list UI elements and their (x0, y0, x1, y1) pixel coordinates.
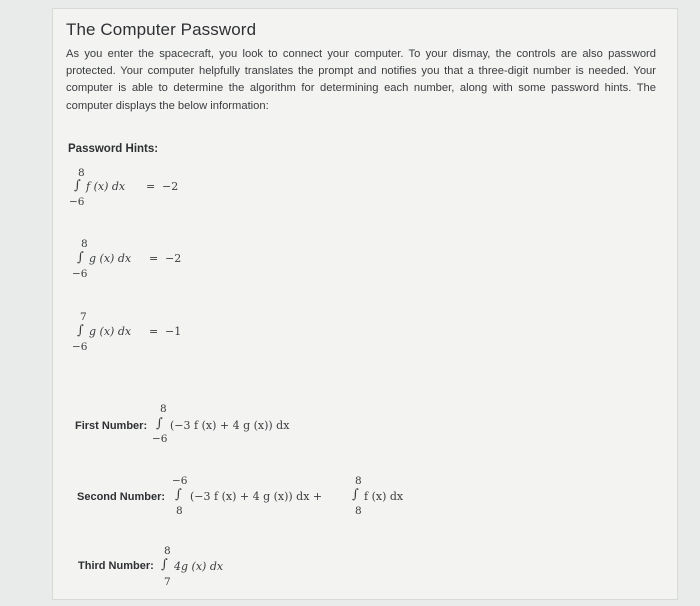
integral-icon: ∫ (175, 487, 182, 502)
integral-icon: ∫ (77, 250, 84, 265)
hint-2-equals: = (149, 252, 159, 265)
third-number-label: Third Number: (78, 560, 154, 572)
integral-icon: ∫ (77, 323, 84, 338)
hint-3-upper: 7 (80, 311, 87, 323)
second-number-lower2: 8 (355, 505, 362, 517)
hint-3-result: −1 (165, 325, 182, 338)
second-number-upper: −6 (172, 475, 188, 487)
hint-1-upper: 8 (78, 167, 85, 179)
integral-icon: ∫ (74, 178, 81, 193)
integral-icon: ∫ (161, 557, 168, 572)
first-number-lower: −6 (152, 433, 168, 445)
hint-2-lower: −6 (72, 268, 88, 280)
integral-icon: ∫ (156, 416, 163, 431)
hint-3-lower: −6 (72, 341, 88, 353)
hint-2-result: −2 (165, 252, 182, 265)
hint-2-upper: 8 (81, 238, 88, 250)
first-number-expr: (−3 f (x) + 4 g (x)) dx (170, 419, 290, 432)
third-number-expr: 4g (x) dx (174, 560, 224, 573)
second-number-lower: 8 (176, 505, 183, 517)
hint-1-integrand: f (x) dx (86, 180, 126, 193)
hint-1-equals: = (146, 180, 156, 193)
integral-icon: ∫ (352, 487, 359, 502)
first-number-upper: 8 (160, 403, 167, 415)
second-number-expr: (−3 f (x) + 4 g (x)) dx + (190, 490, 323, 503)
hint-1-lower: −6 (69, 196, 85, 208)
first-number-label: First Number: (75, 420, 148, 432)
intro-paragraph: As you enter the spacecraft, you look to connect your computer. To your dismay, the controls are also password protected. Your computer helpfully translates the prompt and notifies you that a three-digit number is needed. Your computer is able to determine the algorithm for determining each number, along with some password hints. The computer displays the below information: (66, 48, 656, 112)
hint-3-integrand: g (x) dx (89, 325, 132, 338)
second-number-upper2: 8 (355, 475, 362, 487)
second-number-expr2: f (x) dx (364, 490, 404, 503)
page-title: The Computer Password (66, 20, 257, 39)
third-number-lower: 7 (164, 576, 171, 588)
hints-label: Password Hints: (68, 143, 159, 155)
hint-2-integrand: g (x) dx (89, 252, 132, 265)
third-number-upper: 8 (164, 545, 171, 557)
second-number-label: Second Number: (77, 491, 166, 503)
hint-1-result: −2 (162, 180, 179, 193)
hint-3-equals: = (149, 325, 159, 338)
